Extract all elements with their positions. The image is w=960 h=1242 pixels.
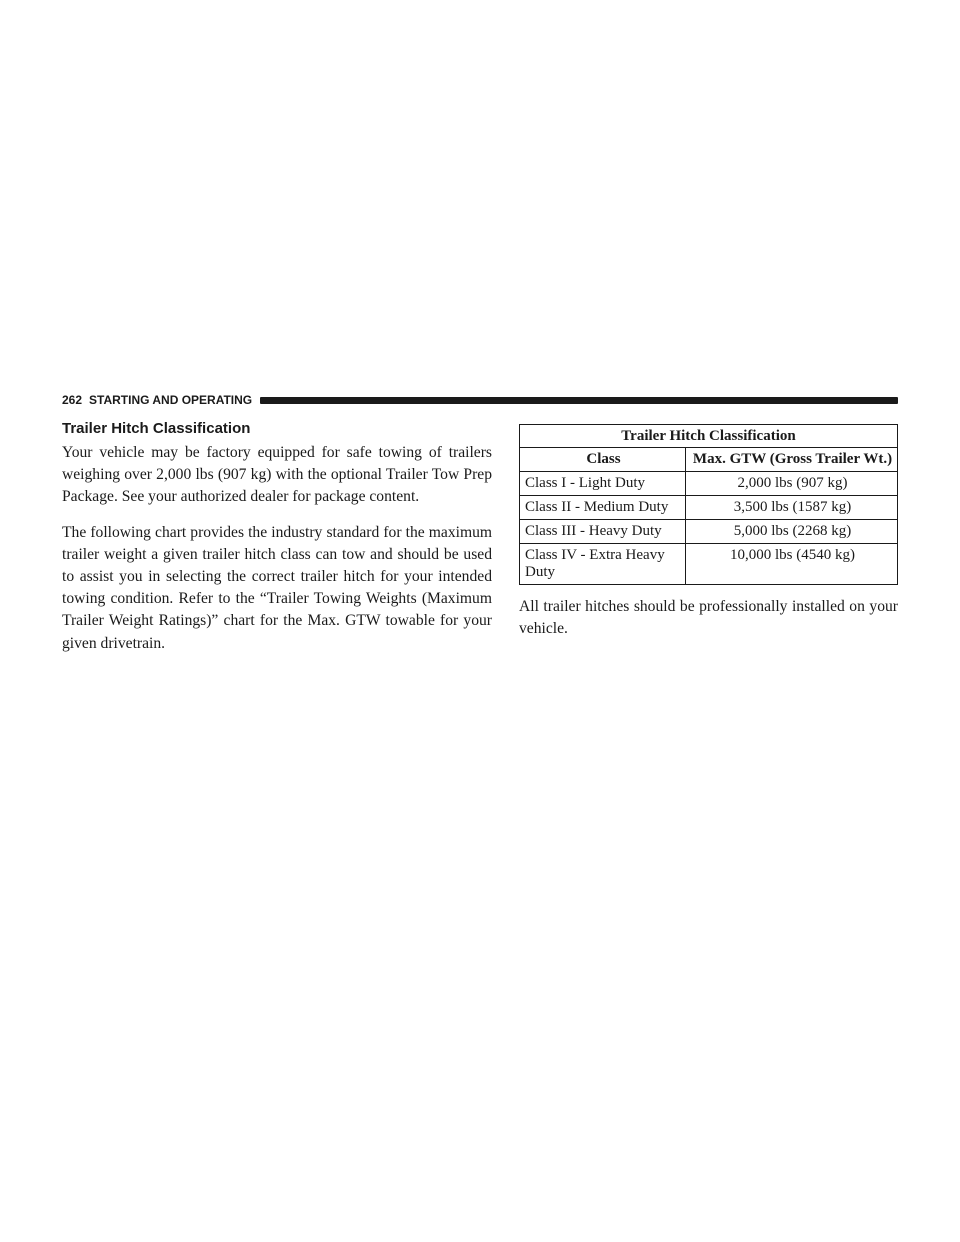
installation-note: All trailer hitches should be professionally installed on your vehicle. [519, 598, 898, 638]
column-header-gtw: Max. GTW (Gross Trailer Wt.) [686, 448, 898, 472]
section-heading: Trailer Hitch Classification [62, 420, 251, 437]
column-header-class: Class [520, 448, 686, 472]
table-row [520, 520, 898, 544]
table-row [520, 472, 898, 496]
section-title: STARTING AND OPERATING [89, 393, 253, 407]
cell-gtw: 10,000 lbs (4540 kg) [686, 544, 898, 585]
table-title: Trailer Hitch Classification [519, 424, 898, 447]
header-rule [260, 397, 898, 404]
cell-class: Class II - Medium Duty [520, 496, 686, 520]
cell-gtw: 2,000 lbs (907 kg) [686, 472, 898, 496]
right-column [519, 424, 898, 640]
table-header-row [520, 448, 898, 472]
page-header [62, 392, 898, 408]
cell-class: Class I - Light Duty [520, 472, 686, 496]
left-column [62, 420, 492, 668]
cell-class: Class IV - Extra Heavy Duty [520, 544, 686, 585]
table-row [520, 496, 898, 520]
cell-gtw: 3,500 lbs (1587 kg) [686, 496, 898, 520]
intro-paragraph: Your vehicle may be factory equipped for safe towing of trailers weighing over 2,000 lbs (907 kg) with the optional Trailer Tow Prep Package. See your authorized dealer for package content. [62, 444, 492, 506]
page-number: 262 [62, 393, 83, 407]
hitch-classification-table [519, 424, 898, 585]
cell-gtw: 5,000 lbs (2268 kg) [686, 520, 898, 544]
cell-class: Class III - Heavy Duty [520, 520, 686, 544]
chart-explanation-paragraph: The following chart provides the industry standard for the maximum trailer weight a given trailer hitch class can tow and should be used to assist you in selecting the correct trailer hitch for your intended towing condition. Refer to the “Trailer Towing Weights (Maximum Trailer Weight Ratings)” chart for the Max. GTW towable for your given drivetrain. [62, 523, 492, 652]
table-row [520, 544, 898, 585]
